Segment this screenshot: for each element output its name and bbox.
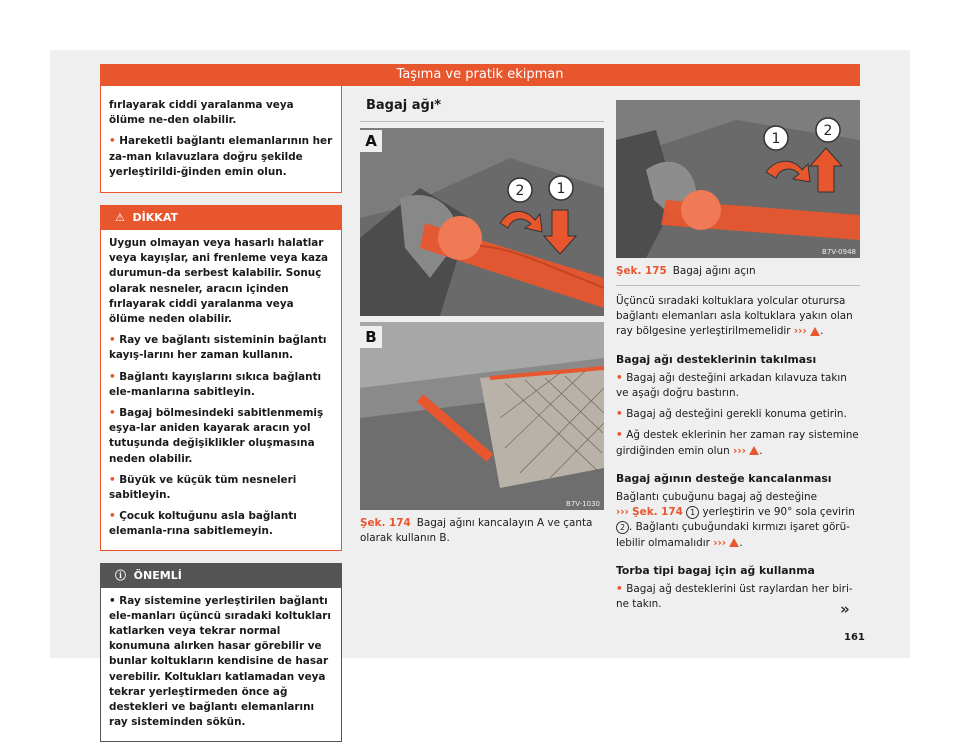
caption-text: Bagaj ağını açın — [672, 265, 756, 277]
continued-warning-box — [100, 86, 342, 193]
list-item: • Ray sistemine yerleştirilen bağlantı ele-manları üçüncü sıradaki koltukları katlarken veya tekrar normal konumuna alırken hasar görebilir ve bunlar koltukların kendisine de hasar verebilir. Koltukları katlamadan veya tekrar yerleştirmeden önce ağ destekleri ve bağlantı elemanlarını ray sisteminden sökün. — [109, 594, 331, 729]
svg-text:2: 2 — [823, 123, 833, 139]
figure-number: Şek. 174 — [360, 517, 411, 530]
paragraph: Bağlantı çubuğunu bagaj ağ desteğine ››› Şek. 174 1 yerleştirin ve 90° sola çevirin 2 . Bağlantı çubuğundaki kırmızı işaret görü-lebilir olmamalıdır ››› . — [616, 491, 855, 549]
page-header: Taşıma ve pratik ekipman — [100, 64, 860, 86]
bullet-icon: • — [616, 583, 627, 596]
figure-175-illustration — [616, 100, 860, 258]
warning-icon — [729, 538, 739, 547]
svg-text:1: 1 — [556, 181, 566, 198]
list-item: • Bagaj ağ desteğini gerekli konuma getirin. — [616, 408, 847, 421]
list-item: • Bagaj ağ desteklerini üst raylardan her biri-ne takın. — [616, 583, 853, 611]
paragraph: Üçüncü sıradaki koltuklara yolcular oturursa bağlantı elemanları asla koltuklara yakın olan ray bölgesine yerleştirilmemelidir ››› . — [616, 295, 853, 338]
bullet-icon: • — [109, 473, 120, 486]
svg-text:1: 1 — [771, 131, 781, 147]
bullet-icon: • — [109, 135, 120, 148]
cross-ref[interactable]: ››› — [733, 444, 746, 457]
svg-text:B7V-1030: B7V-1030 — [566, 500, 600, 509]
list-item: • Çocuk koltuğunu asla bağlantı elemanla-rına sabitlemeyin. — [109, 510, 297, 538]
warning-header: ⚠ DİKKAT — [101, 206, 341, 230]
figure-caption — [616, 264, 860, 279]
list-item: • Bagaj bölmesindeki sabitlenmemiş eşya-lar aniden kayarak aracın yol tutuşunda değişiklikler oluşmasına neden olabilir. — [109, 407, 324, 465]
step-number: 1 — [686, 506, 699, 519]
section-title: Bagaj ağı* — [366, 98, 442, 113]
list-item: • Bagaj ağı desteğini arkadan kılavuza takın ve aşağı doğru bastırın. — [616, 371, 847, 400]
figure-caption — [360, 516, 604, 546]
bullet-icon: • — [109, 370, 120, 383]
svg-text:2: 2 — [515, 183, 525, 200]
warning-icon — [810, 327, 820, 336]
cross-ref[interactable]: ››› — [713, 536, 727, 549]
middle-column — [360, 86, 604, 546]
bullet-icon: • — [109, 594, 120, 607]
figure-174 — [360, 128, 604, 510]
svg-text:B7V-0948: B7V-0948 — [822, 248, 856, 256]
figure-number: Şek. 175 — [616, 265, 667, 277]
figure-label-b: B — [360, 326, 382, 348]
warning-icon — [749, 446, 759, 455]
notice-body — [101, 588, 341, 741]
cross-ref[interactable]: ››› — [616, 506, 629, 519]
intro-text: fırlayarak ciddi yaralanma veya ölüme ne-den olabilir. — [109, 99, 294, 127]
list-item: • Ray ve bağlantı sisteminin bağlantı kayış-larını her zaman kullanın. — [109, 334, 327, 362]
bullet-icon: • — [109, 407, 120, 420]
left-column — [100, 86, 342, 742]
notice-header: ⓘ ÖNEMLİ — [101, 564, 341, 588]
figure-label-a: A — [360, 130, 382, 152]
warning-text: Uygun olmayan veya hasarlı halatlar veya kayışlar, ani frenleme veya kaza durumun-da serbest kalabilir. Sonuç olarak nesneler, aracın içinden fırlayarak ciddi yaralanma veya ölüme neden olabilir. — [109, 237, 329, 326]
right-column — [616, 86, 860, 618]
info-icon: ⓘ — [115, 568, 126, 582]
list-item: • Hareketli bağlantı elemanlarının her za-man kılavuzlara doğru şekilde yerleştirildi-ğinden emin olun. — [109, 135, 333, 178]
figure-175 — [616, 100, 860, 258]
step-number: 2 — [616, 521, 629, 534]
cross-ref[interactable]: ››› — [793, 325, 807, 338]
bullet-icon: • — [109, 334, 120, 347]
bullet-icon: • — [616, 408, 627, 421]
bullet-icon: • — [616, 371, 627, 384]
warning-body — [101, 230, 341, 550]
subheading: Torba tipi bagaj için ağ kullanma — [616, 563, 815, 577]
bullet-icon: • — [616, 429, 627, 442]
page-number: 161 — [844, 632, 865, 643]
warning-box — [100, 205, 342, 551]
subheading: Bagaj ağının desteğe kancalanması — [616, 471, 832, 485]
notice-box — [100, 563, 342, 742]
figure-174-illustration — [360, 128, 604, 510]
subheading: Bagaj ağı desteklerinin takılması — [616, 352, 817, 366]
list-item: • Büyük ve küçük tüm nesneleri sabitleyin. — [109, 473, 297, 502]
divider — [616, 285, 860, 286]
bullet-icon: • — [109, 510, 120, 523]
list-item: • Ağ destek eklerinin her zaman ray sistemine girdiğinden emin olun ››› . — [616, 429, 859, 457]
warning-icon: ⚠ — [115, 211, 125, 225]
divider — [360, 121, 604, 122]
continue-arrow-icon: » — [840, 600, 850, 618]
figure-link[interactable]: Şek. 174 — [632, 506, 683, 519]
list-item: • Bağlantı kayışlarını sıkıca bağlantı ele-manlarına sabitleyin. — [109, 370, 322, 398]
caption-text: Bagaj ağını kancalayın A ve çanta olarak kullanın B. — [360, 517, 593, 545]
